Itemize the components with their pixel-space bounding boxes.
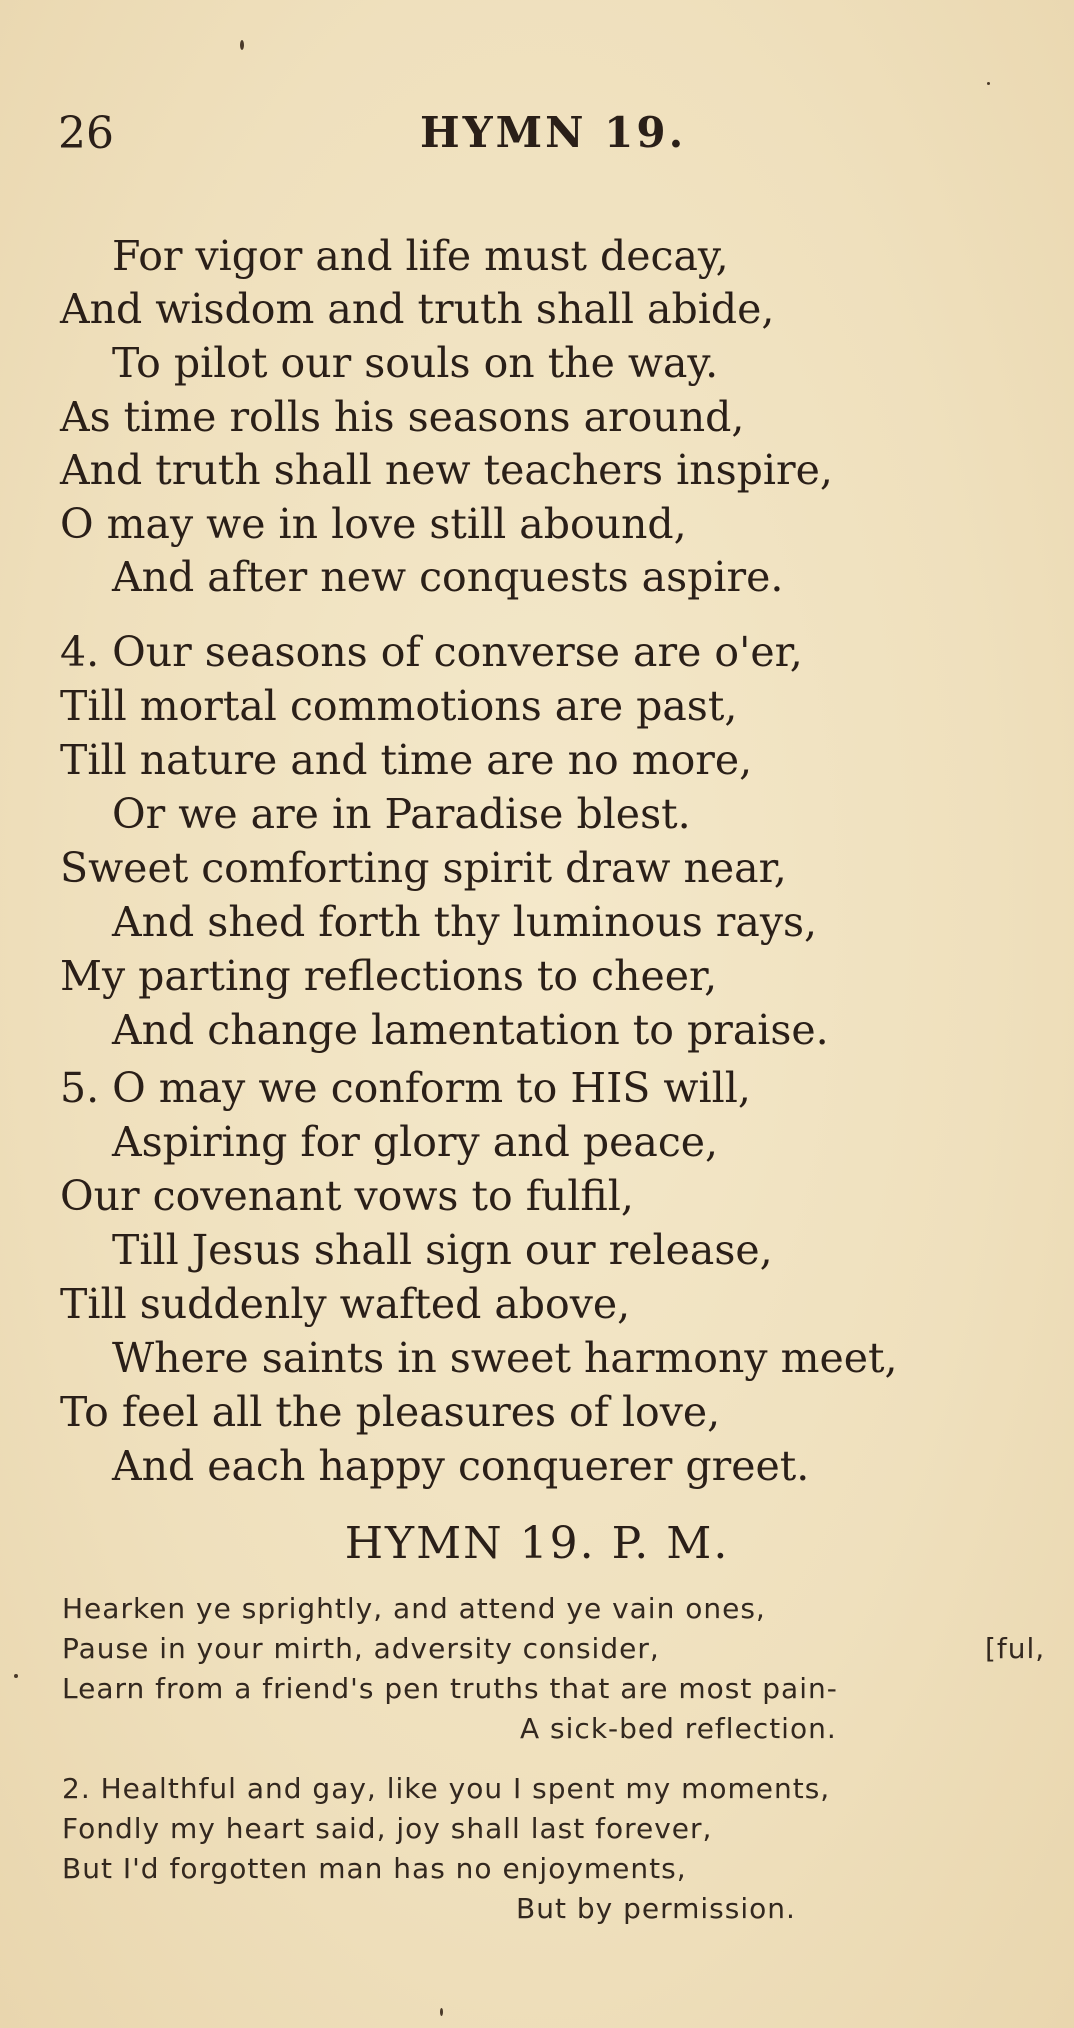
stanza-line: Pause in your mirth, adversity consider, xyxy=(62,1632,660,1665)
verse-line: And truth shall new teachers inspire, xyxy=(60,446,833,494)
stanza-line: But by permission. xyxy=(516,1892,796,1925)
verse-line: O may we in love still abound, xyxy=(60,500,687,548)
running-head: HYMN 19. xyxy=(420,108,687,157)
stanza-line: Learn from a friend's pen truths that are most pain- xyxy=(62,1672,838,1705)
verse-line: And each happy conquerer greet. xyxy=(112,1442,810,1490)
verse-line: Till Jesus shall sign our release, xyxy=(112,1226,773,1274)
verse-line: 5. O may we conform to HIS will, xyxy=(60,1064,751,1112)
hymn-title: HYMN 19. P. M. xyxy=(344,1518,730,1569)
verse-line: And shed forth thy luminous rays, xyxy=(112,898,818,946)
stanza-line: Hearken ye sprightly, and attend ye vain ones, xyxy=(62,1592,766,1625)
verse-line: Or we are in Paradise blest. xyxy=(112,790,691,838)
ink-speck xyxy=(14,1674,18,1678)
verse-line: And change lamentation to praise. xyxy=(112,1006,829,1054)
stanza-line: A sick-bed reflection. xyxy=(520,1712,837,1745)
verse-line: For vigor and life must decay, xyxy=(112,232,729,280)
verse-line: And after new conquests aspire. xyxy=(112,553,784,601)
ink-speck xyxy=(240,40,244,50)
stanza-line: Fondly my heart said, joy shall last forever, xyxy=(62,1812,713,1845)
verse-line: Sweet comforting spirit draw near, xyxy=(60,844,787,892)
verse-line: Our covenant vows to fulfil, xyxy=(60,1172,634,1220)
verse-line: My parting reflections to cheer, xyxy=(60,952,718,1000)
page-number: 26 xyxy=(58,108,114,159)
stanza-turnover: [ful, xyxy=(985,1632,1046,1665)
verse-line: To pilot our souls on the way. xyxy=(112,339,719,387)
verse-line: To feel all the pleasures of love, xyxy=(60,1388,721,1436)
page-header xyxy=(58,108,1034,168)
verse-line: Till mortal commotions are past, xyxy=(60,682,738,730)
verse-line: Till nature and time are no more, xyxy=(60,736,753,784)
stanza-line: But I'd forgotten man has no enjoyments, xyxy=(62,1852,687,1885)
ink-speck xyxy=(440,2008,443,2016)
verse-line: Till suddenly wafted above, xyxy=(60,1280,631,1328)
verse-line: Aspiring for glory and peace, xyxy=(112,1118,719,1166)
verse-line: Where saints in sweet harmony meet, xyxy=(112,1334,898,1382)
stanza-line: 2. Healthful and gay, like you I spent my moments, xyxy=(62,1772,831,1805)
ink-speck xyxy=(987,82,990,85)
verse-line: As time rolls his seasons around, xyxy=(60,393,745,441)
verse-line: 4. Our seasons of converse are o'er, xyxy=(60,628,803,676)
verse-line: And wisdom and truth shall abide, xyxy=(60,285,775,333)
